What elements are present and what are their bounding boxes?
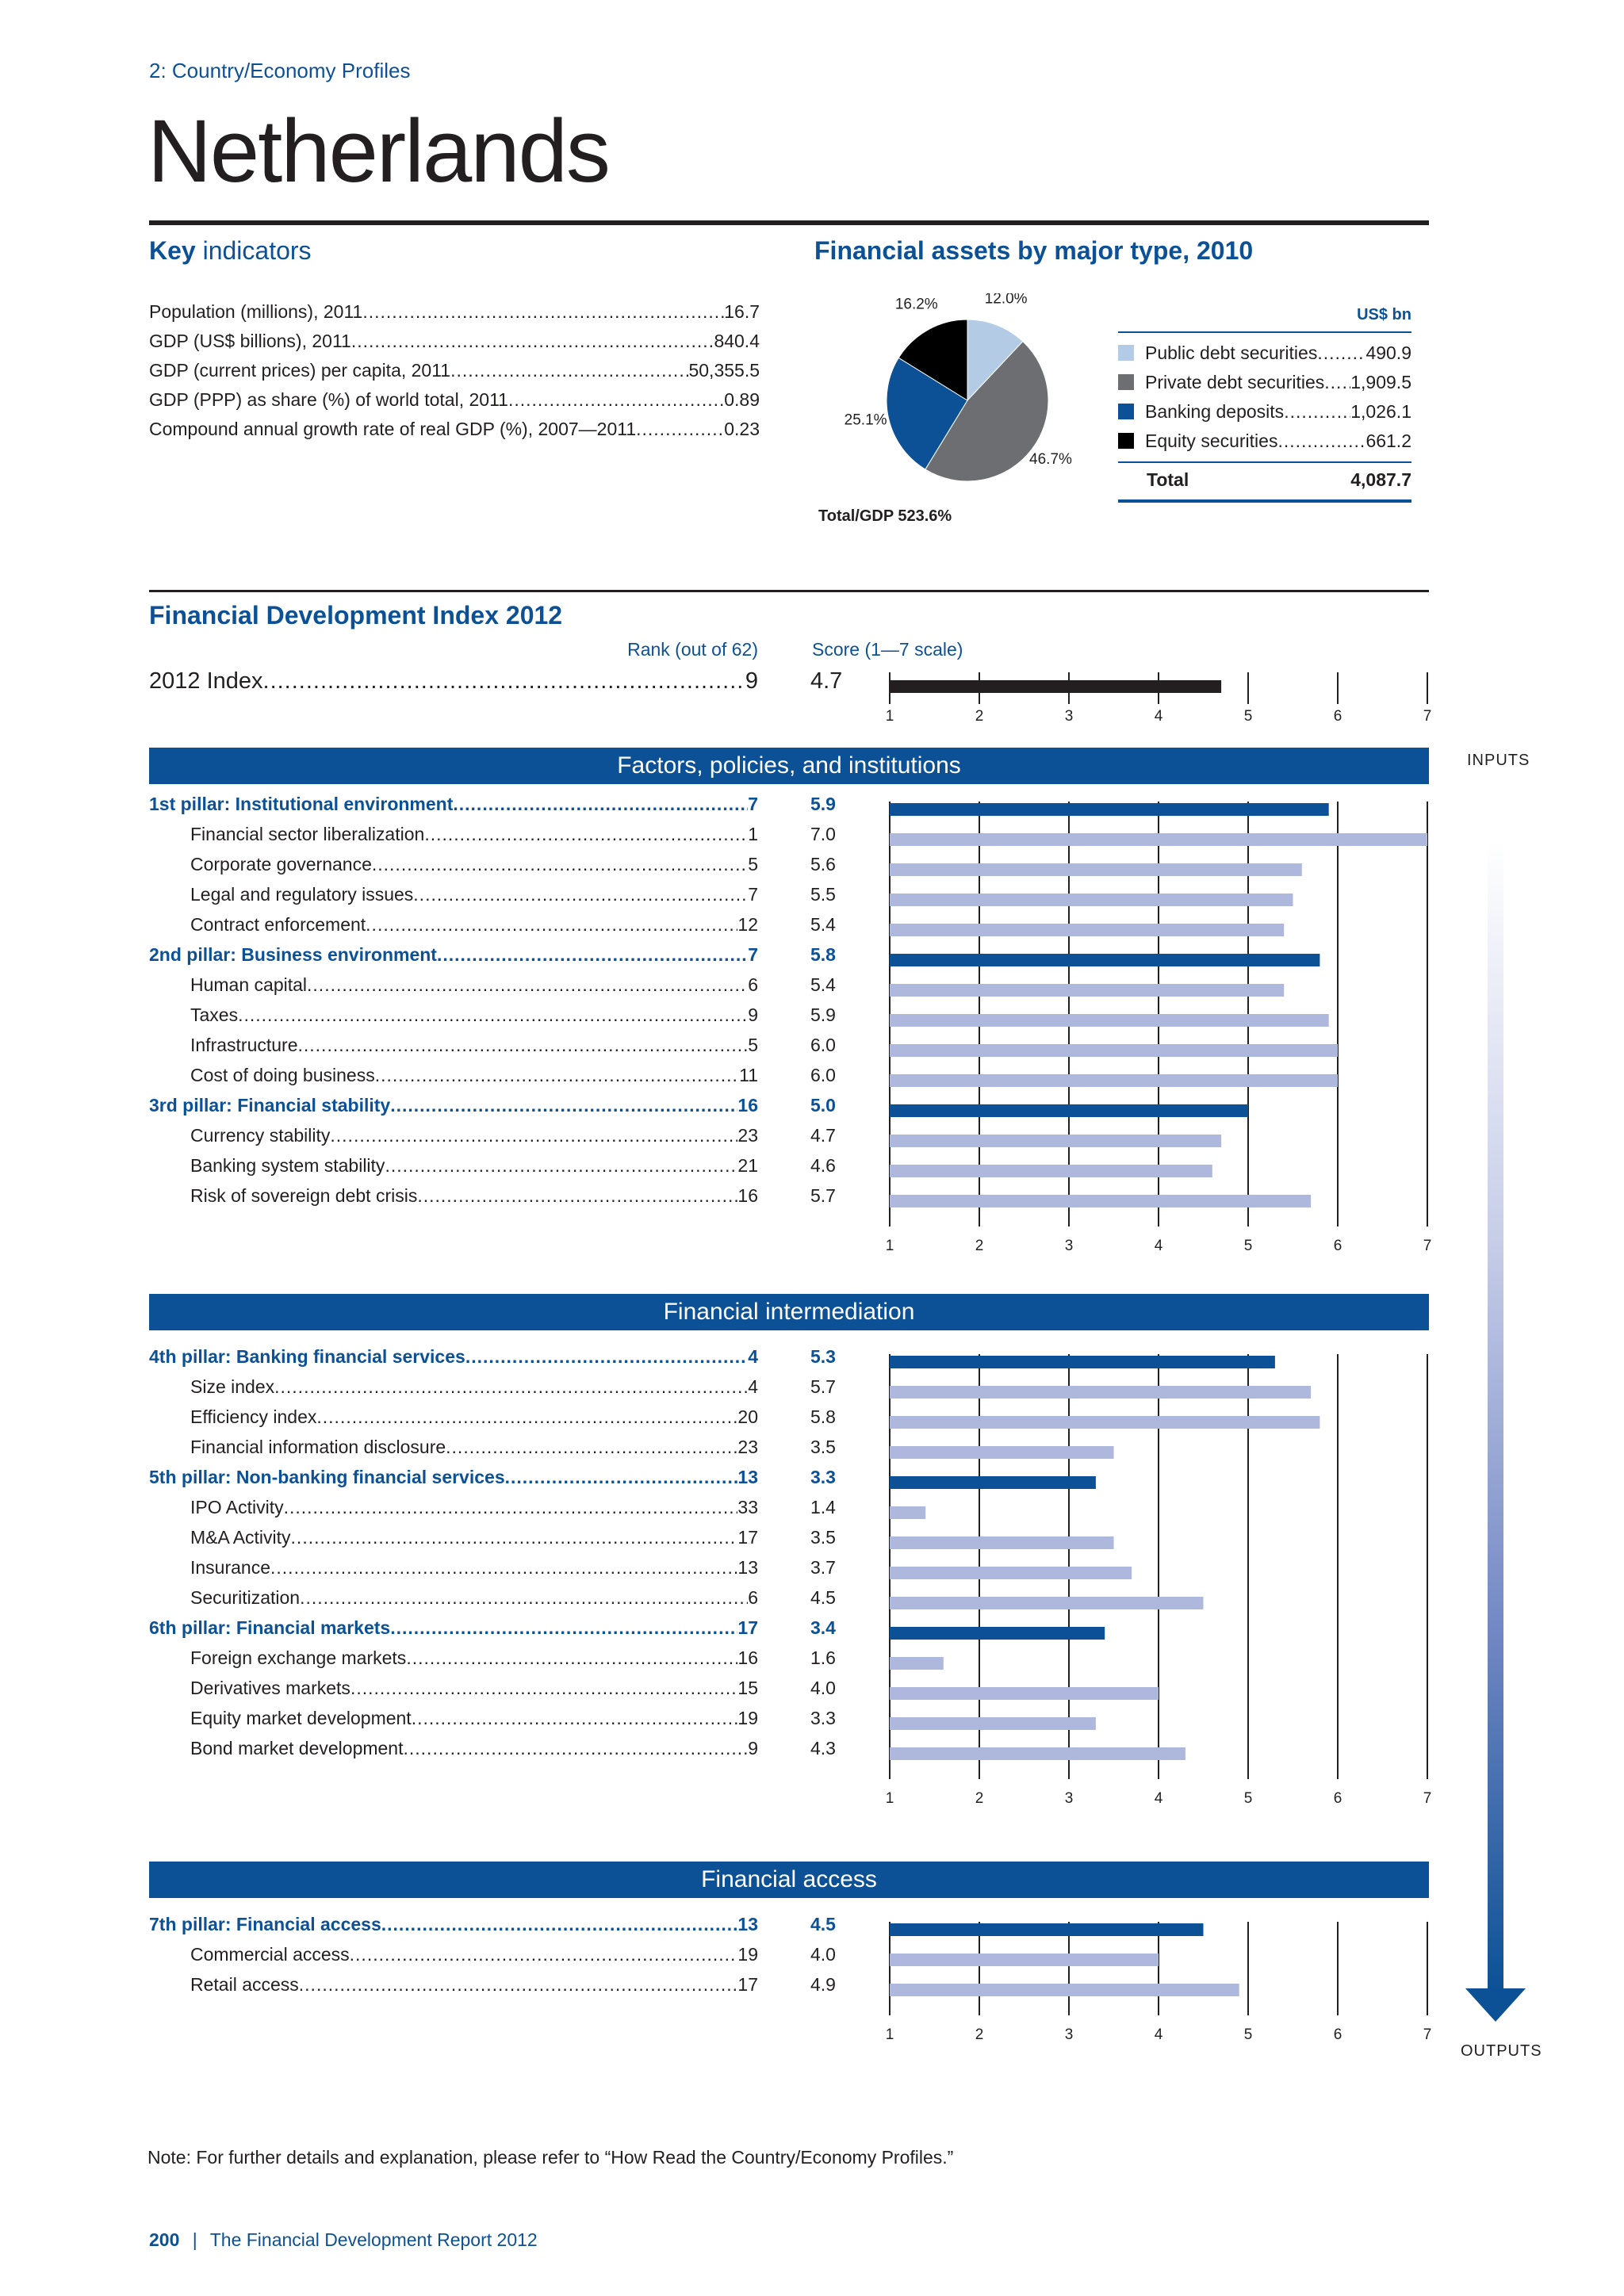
- fdi-row-rank: 7: [748, 884, 758, 905]
- fdi-row-rank: 11: [739, 1065, 758, 1085]
- fdi-row-rank: 19: [737, 1708, 758, 1728]
- fdi-row: [149, 1617, 758, 1644]
- fdi-row-rank: 13: [737, 1467, 758, 1487]
- fdi-row-label: Securitization: [190, 1587, 301, 1608]
- fdi-row-dots: [385, 1155, 737, 1177]
- fdi-bar: [890, 984, 1284, 997]
- pie-percent-label: 16.2%: [894, 296, 938, 313]
- page-title: Netherlands: [147, 101, 609, 201]
- fdi-row: [190, 1944, 758, 1971]
- fdi-row-dots: [404, 1738, 749, 1759]
- fdi-row-dots: [412, 1708, 738, 1729]
- axis-tick-label: 1: [885, 1238, 894, 1254]
- fdi-row-label: 4th pillar: Banking financial services: [149, 1346, 465, 1367]
- fdi-row-dots: [424, 824, 748, 845]
- fdi-row-dots: [390, 1617, 737, 1639]
- fdi-row-score: 3.5: [810, 1527, 836, 1548]
- index-rank: 9: [745, 668, 758, 694]
- fdi-row-dots: [298, 1035, 749, 1056]
- fdi-row-dots: [375, 1065, 739, 1086]
- legend-label: Public debt securities: [1145, 342, 1318, 363]
- fdi-row-dots: [390, 1095, 737, 1116]
- grid-line: [1337, 1922, 1339, 2015]
- fdi-row-label: Cost of doing business: [190, 1065, 375, 1085]
- key-indicator-label: GDP (US$ billions), 2011: [149, 331, 351, 351]
- fdi-row-score: 7.0: [810, 824, 836, 844]
- fdi-bar: [890, 1506, 925, 1519]
- arrow-head: [1465, 1988, 1526, 2022]
- legend-value: 1,026.1: [1350, 401, 1411, 422]
- fdi-row: [149, 1346, 758, 1373]
- fdi-row-rank: 16: [737, 1185, 758, 1206]
- fdi-row-score: 3.5: [810, 1437, 836, 1457]
- axis-tick-label: 1: [885, 1790, 894, 1807]
- fdi-row: [190, 1035, 758, 1062]
- fdi-row-score: 3.7: [810, 1557, 836, 1578]
- axis-tick-label: 3: [1064, 1790, 1074, 1807]
- fdi-row-label: Size index: [190, 1376, 275, 1397]
- pie-percent-label: 25.1%: [844, 411, 887, 429]
- axis-tick-label: 6: [1333, 2026, 1342, 2043]
- fdi-row-label: Retail access: [190, 1974, 299, 1995]
- fdi-row: [149, 944, 758, 971]
- legend-value: 490.9: [1365, 342, 1411, 363]
- legend-label: Equity securities: [1145, 430, 1278, 451]
- axis-tick-label: 4: [1154, 2026, 1163, 2043]
- key-indicator-label: GDP (PPP) as share (%) of world total, 2011: [149, 389, 508, 410]
- axis-tick-label: 5: [1243, 1790, 1253, 1807]
- fdi-row-score: 4.5: [810, 1587, 836, 1608]
- fdi-row-score: 4.9: [810, 1974, 836, 1995]
- fdi-row-rank: 7: [748, 944, 758, 965]
- legend-label: Banking deposits: [1145, 401, 1285, 422]
- fdi-row-score: 5.9: [810, 794, 836, 814]
- fdi-row-dots: [274, 1376, 748, 1398]
- grid-line: [1337, 672, 1339, 704]
- key-indicator-value: 0.89: [724, 389, 760, 410]
- fdi-row-label: Financial information disclosure: [190, 1437, 446, 1457]
- axis-tick-label: 2: [975, 1790, 984, 1807]
- fdi-row: [190, 1678, 758, 1705]
- grid-line: [1247, 1922, 1249, 2015]
- fdi-bar: [890, 1104, 1248, 1117]
- total-gdp-label: Total/GDP 523.6%: [818, 507, 952, 525]
- fdi-row-label: Taxes: [190, 1004, 239, 1025]
- axis-tick-label: 4: [1154, 1790, 1163, 1807]
- grid-line: [1337, 1354, 1339, 1779]
- fdi-row-label: Infrastructure: [190, 1035, 298, 1055]
- fdi-row-label: 3rd pillar: Financial stability: [149, 1095, 391, 1115]
- fdi-bar: [890, 1135, 1221, 1147]
- fdi-row: [190, 824, 758, 851]
- fdi-bar: [890, 924, 1284, 936]
- fdi-bar: [890, 1014, 1329, 1027]
- fdi-bar: [890, 894, 1293, 906]
- fdi-row-score: 4.0: [810, 1944, 836, 1965]
- fdi-row-rank: 15: [737, 1678, 758, 1698]
- fdi-row: [190, 1406, 758, 1433]
- fdi-row: [190, 1557, 758, 1584]
- fdi-row-score: 5.9: [810, 1004, 836, 1025]
- axis-tick-label: 2: [975, 2026, 984, 2043]
- pie-percent-label: 12.0%: [984, 293, 1028, 308]
- axis-tick-label: 1: [885, 2026, 894, 2043]
- fdi-row-rank: 16: [737, 1095, 758, 1115]
- fdi-row-label: Contract enforcement: [190, 914, 366, 935]
- score-header: Score (1—7 scale): [812, 639, 963, 660]
- fdi-row: [190, 974, 758, 1001]
- fdi-row-score: 4.5: [810, 1914, 836, 1934]
- fdi-row-dots: [465, 1346, 748, 1368]
- fdi-row-rank: 5: [748, 854, 758, 874]
- fdi-row: [190, 1376, 758, 1403]
- pie-percent-label: 46.7%: [1029, 451, 1072, 469]
- axis-tick-label: 7: [1423, 708, 1432, 725]
- axis-tick-label: 6: [1333, 1238, 1342, 1254]
- fdi-row-score: 3.3: [810, 1467, 836, 1487]
- legend-value: 1,909.5: [1350, 372, 1411, 392]
- fdi-bar: [890, 1954, 1159, 1966]
- axis-tick-label: 7: [1423, 1790, 1432, 1807]
- fdi-row-score: 5.6: [810, 854, 836, 874]
- key-indicator-label: GDP (current prices) per capita, 2011: [149, 360, 451, 381]
- fdi-row-rank: 6: [748, 1587, 758, 1608]
- fdi-bar: [890, 1984, 1239, 1996]
- fdi-row: [190, 1738, 758, 1765]
- axis-tick-label: 7: [1423, 1238, 1432, 1254]
- axis-tick-label: 2: [975, 708, 984, 725]
- key-indicators-heading-bold: Key: [149, 236, 196, 265]
- fdi-row-rank: 21: [737, 1155, 758, 1176]
- fdi-row-label: 1st pillar: Institutional environment: [149, 794, 454, 814]
- grid-line: [1427, 1922, 1428, 2015]
- fdi-row-rank: 13: [737, 1914, 758, 1934]
- index-score: 4.7: [810, 668, 843, 694]
- fdi-bar: [890, 1627, 1105, 1640]
- fdi-row-dots: [350, 1944, 738, 1965]
- fdi-row-score: 5.8: [810, 1406, 836, 1427]
- fdi-row-rank: 1: [748, 824, 758, 844]
- fdi-row: [190, 884, 758, 911]
- fdi-row: [149, 1914, 758, 1941]
- axis-tick-label: 3: [1064, 2026, 1074, 2043]
- axis-tick-label: 3: [1064, 708, 1074, 725]
- axis-tick-label: 3: [1064, 1238, 1074, 1254]
- key-indicator-label: Population (millions), 2011: [149, 301, 363, 322]
- grid-line: [1427, 1354, 1428, 1779]
- fdi-row-dots: [316, 1406, 737, 1428]
- fdi-row-label: Foreign exchange markets: [190, 1647, 407, 1668]
- fdi-row-score: 4.6: [810, 1155, 836, 1176]
- axis-tick-label: 4: [1154, 1238, 1163, 1254]
- fdi-row-dots: [300, 1587, 748, 1609]
- fdi-bar: [890, 1386, 1311, 1399]
- fdi-row-rank: 4: [748, 1376, 758, 1397]
- fdi-bar: [890, 1416, 1320, 1429]
- fdi-row: [190, 1974, 758, 2001]
- key-indicators-heading-rest: indicators: [195, 236, 312, 265]
- fdi-heading: Financial Development Index 2012: [149, 601, 563, 629]
- fdi-row-dots: [453, 794, 748, 815]
- fdi-row-rank: 12: [737, 914, 758, 935]
- page-number: 200: [149, 2229, 180, 2250]
- fdi-row-label: Equity market development: [190, 1708, 412, 1728]
- fdi-row: [190, 1708, 758, 1735]
- fdi-row-rank: 4: [748, 1346, 758, 1367]
- fdi-row-score: 1.6: [810, 1647, 836, 1668]
- fdi-bar: [890, 833, 1427, 846]
- axis-tick-label: 5: [1243, 2026, 1253, 2043]
- key-indicator-value: 16.7: [724, 301, 760, 322]
- fdi-row-score: 4.0: [810, 1678, 836, 1698]
- fdi-row-score: 5.4: [810, 914, 836, 935]
- fdi-row-dots: [299, 1974, 738, 1996]
- footer-note: Note: For further details and explanation, please refer to “How Read the Country/Economy Profiles.”: [147, 2147, 954, 2168]
- fdi-bar: [890, 803, 1329, 816]
- axis-tick-label: 4: [1154, 708, 1163, 725]
- fdi-row: [149, 1095, 758, 1122]
- fdi-row-dots: [291, 1527, 738, 1548]
- key-indicator-value: 50,355.5: [688, 360, 760, 381]
- fdi-row-score: 5.0: [810, 1095, 836, 1115]
- fdi-row-dots: [406, 1647, 737, 1669]
- fdi-bar: [890, 1476, 1096, 1489]
- fdi-row-dots: [413, 884, 748, 905]
- fdi-row-dots: [307, 974, 748, 996]
- axis-tick-label: 7: [1423, 2026, 1432, 2043]
- fdi-row-label: 5th pillar: Non-banking financial services: [149, 1467, 505, 1487]
- fdi-row-dots: [238, 1004, 748, 1026]
- outputs-label: OUTPUTS: [1461, 2042, 1542, 2060]
- fdi-row-rank: 17: [737, 1974, 758, 1995]
- fdi-row-rank: 17: [737, 1617, 758, 1638]
- section-banner: Financial access: [149, 1862, 1429, 1898]
- fdi-row-dots: [350, 1678, 737, 1699]
- grid-line: [1247, 672, 1249, 704]
- fdi-row: [190, 914, 758, 941]
- inputs-outputs-arrow: [1464, 840, 1527, 2030]
- fdi-row-dots: [446, 1437, 737, 1458]
- fdi-row-label: IPO Activity: [190, 1497, 284, 1517]
- rank-header: Rank (out of 62): [627, 639, 758, 660]
- fdi-row-rank: 20: [737, 1406, 758, 1427]
- legend-value: 661.2: [1365, 430, 1411, 451]
- index-bar: [890, 680, 1221, 693]
- axis-tick-label: 6: [1333, 708, 1342, 725]
- fdi-row-label: Banking system stability: [190, 1155, 385, 1176]
- fdi-row: [149, 794, 758, 821]
- fdi-row-dots: [284, 1497, 738, 1518]
- fdi-row-score: 4.3: [810, 1738, 836, 1758]
- fdi-bar: [890, 1165, 1212, 1177]
- axis-tick-label: 6: [1333, 1790, 1342, 1807]
- footer: [149, 2229, 538, 2251]
- fdi-row-rank: 23: [737, 1125, 758, 1146]
- fdi-row: [190, 1065, 758, 1092]
- fdi-row-label: Currency stability: [190, 1125, 331, 1146]
- fdi-row-rank: 6: [748, 974, 758, 995]
- axis-tick-label: 1: [885, 708, 894, 725]
- fdi-row-score: 5.5: [810, 884, 836, 905]
- fdi-bar: [890, 1044, 1338, 1057]
- fdi-row-label: Human capital: [190, 974, 308, 995]
- assets-total-label: Total: [1147, 469, 1189, 490]
- fdi-row-label: Insurance: [190, 1557, 271, 1578]
- fdi-row-rank: 23: [737, 1437, 758, 1457]
- fdi-row: [190, 1155, 758, 1182]
- fdi-row-score: 5.7: [810, 1376, 836, 1397]
- fdi-bar: [890, 1747, 1185, 1760]
- fdi-bar: [890, 1446, 1114, 1459]
- fdi-bar: [890, 1923, 1204, 1936]
- fdi-row-dots: [505, 1467, 738, 1488]
- fdi-row: [190, 1497, 758, 1524]
- inputs-label: INPUTS: [1467, 752, 1530, 769]
- fdi-row-label: Legal and regulatory issues: [190, 884, 414, 905]
- fdi-bar: [890, 1567, 1132, 1579]
- section-label: 2: Country/Economy Profiles: [149, 59, 411, 82]
- fdi-row-rank: 16: [737, 1647, 758, 1668]
- key-indicator-value: 0.23: [724, 419, 760, 439]
- footer-separator: |: [192, 2229, 197, 2250]
- fdi-row-score: 6.0: [810, 1065, 836, 1085]
- fdi-row: [190, 1527, 758, 1554]
- fdi-row: [190, 1587, 758, 1614]
- fdi-row-score: 5.7: [810, 1185, 836, 1206]
- fdi-row-dots: [270, 1557, 737, 1578]
- fdi-row-rank: 33: [737, 1497, 758, 1517]
- fdi-row-label: Bond market development: [190, 1738, 404, 1758]
- fdi-row-score: 4.7: [810, 1125, 836, 1146]
- fdi-row-rank: 5: [748, 1035, 758, 1055]
- fdi-row-score: 6.0: [810, 1035, 836, 1055]
- fdi-bar: [890, 1687, 1159, 1700]
- fdi-bar: [890, 954, 1320, 966]
- grid-line: [1337, 802, 1339, 1226]
- fdi-row-label: Efficiency index: [190, 1406, 317, 1427]
- assets-heading: Financial assets by major type, 2010: [814, 236, 1254, 265]
- fdi-row-label: M&A Activity: [190, 1527, 291, 1548]
- axis-tick-label: 5: [1243, 1238, 1253, 1254]
- fdi-row-dots: [417, 1185, 737, 1207]
- fdi-row-score: 5.4: [810, 974, 836, 995]
- fdi-row-dots: [372, 854, 748, 875]
- fdi-row-dots: [381, 1914, 738, 1935]
- fdi-row: [190, 1647, 758, 1674]
- fdi-row-label: Derivatives markets: [190, 1678, 350, 1698]
- section-banner: Factors, policies, and institutions: [149, 748, 1429, 784]
- fdi-row: [190, 1185, 758, 1212]
- fdi-bar: [890, 863, 1302, 876]
- axis-tick-label: 2: [975, 1238, 984, 1254]
- fdi-bar: [890, 1195, 1311, 1207]
- fdi-row: [190, 1004, 758, 1031]
- fdi-row-label: Risk of sovereign debt crisis: [190, 1185, 418, 1206]
- fdi-row-rank: 9: [748, 1738, 758, 1758]
- fdi-bar: [890, 1074, 1338, 1087]
- key-indicator-value: 840.4: [714, 331, 760, 351]
- grid-line: [1427, 672, 1428, 704]
- fdi-row-label: 2nd pillar: Business environment: [149, 944, 437, 965]
- fdi-bar: [890, 1717, 1096, 1730]
- fdi-row-dots: [366, 914, 737, 936]
- fdi-row-rank: 17: [737, 1527, 758, 1548]
- fdi-row-score: 1.4: [810, 1497, 836, 1517]
- fdi-bar: [890, 1657, 944, 1670]
- fdi-bar: [890, 1597, 1204, 1609]
- fdi-row-rank: 9: [748, 1004, 758, 1025]
- section-banner: Financial intermediation: [149, 1294, 1429, 1330]
- fdi-row: [190, 854, 758, 881]
- grid-line: [1427, 802, 1428, 1226]
- fdi-row-rank: 19: [737, 1944, 758, 1965]
- fdi-row-rank: 13: [737, 1557, 758, 1578]
- fdi-row-dots: [437, 944, 748, 966]
- report-name: The Financial Development Report 2012: [209, 2229, 538, 2250]
- fdi-row-score: 3.4: [810, 1617, 836, 1638]
- fdi-row-label: 6th pillar: Financial markets: [149, 1617, 391, 1638]
- fdi-bar: [890, 1536, 1114, 1549]
- assets-unit: US$ bn: [1357, 306, 1411, 323]
- index-label: 2012 Index: [149, 668, 263, 694]
- arrow-shaft: [1488, 840, 1503, 1990]
- fdi-row: [149, 1467, 758, 1494]
- fdi-row-score: 5.8: [810, 944, 836, 965]
- fdi-row-dots: [330, 1125, 737, 1146]
- fdi-row-score: 5.3: [810, 1346, 836, 1367]
- fdi-row-label: Commercial access: [190, 1944, 350, 1965]
- fdi-row-label: Corporate governance: [190, 854, 372, 874]
- fdi-bar: [890, 1356, 1275, 1368]
- key-indicator-label: Compound annual growth rate of real GDP (%), 2007—2011: [149, 419, 637, 439]
- fdi-row: [190, 1125, 758, 1152]
- fdi-row-label: Financial sector liberalization: [190, 824, 425, 844]
- fdi-row: [190, 1437, 758, 1464]
- fdi-row-rank: 7: [748, 794, 758, 814]
- fdi-row-score: 3.3: [810, 1708, 836, 1728]
- fdi-row-label: 7th pillar: Financial access: [149, 1914, 381, 1934]
- legend-label: Private debt securities: [1145, 372, 1325, 392]
- axis-tick-label: 5: [1243, 708, 1253, 725]
- assets-total-value: 4,087.7: [1350, 469, 1411, 490]
